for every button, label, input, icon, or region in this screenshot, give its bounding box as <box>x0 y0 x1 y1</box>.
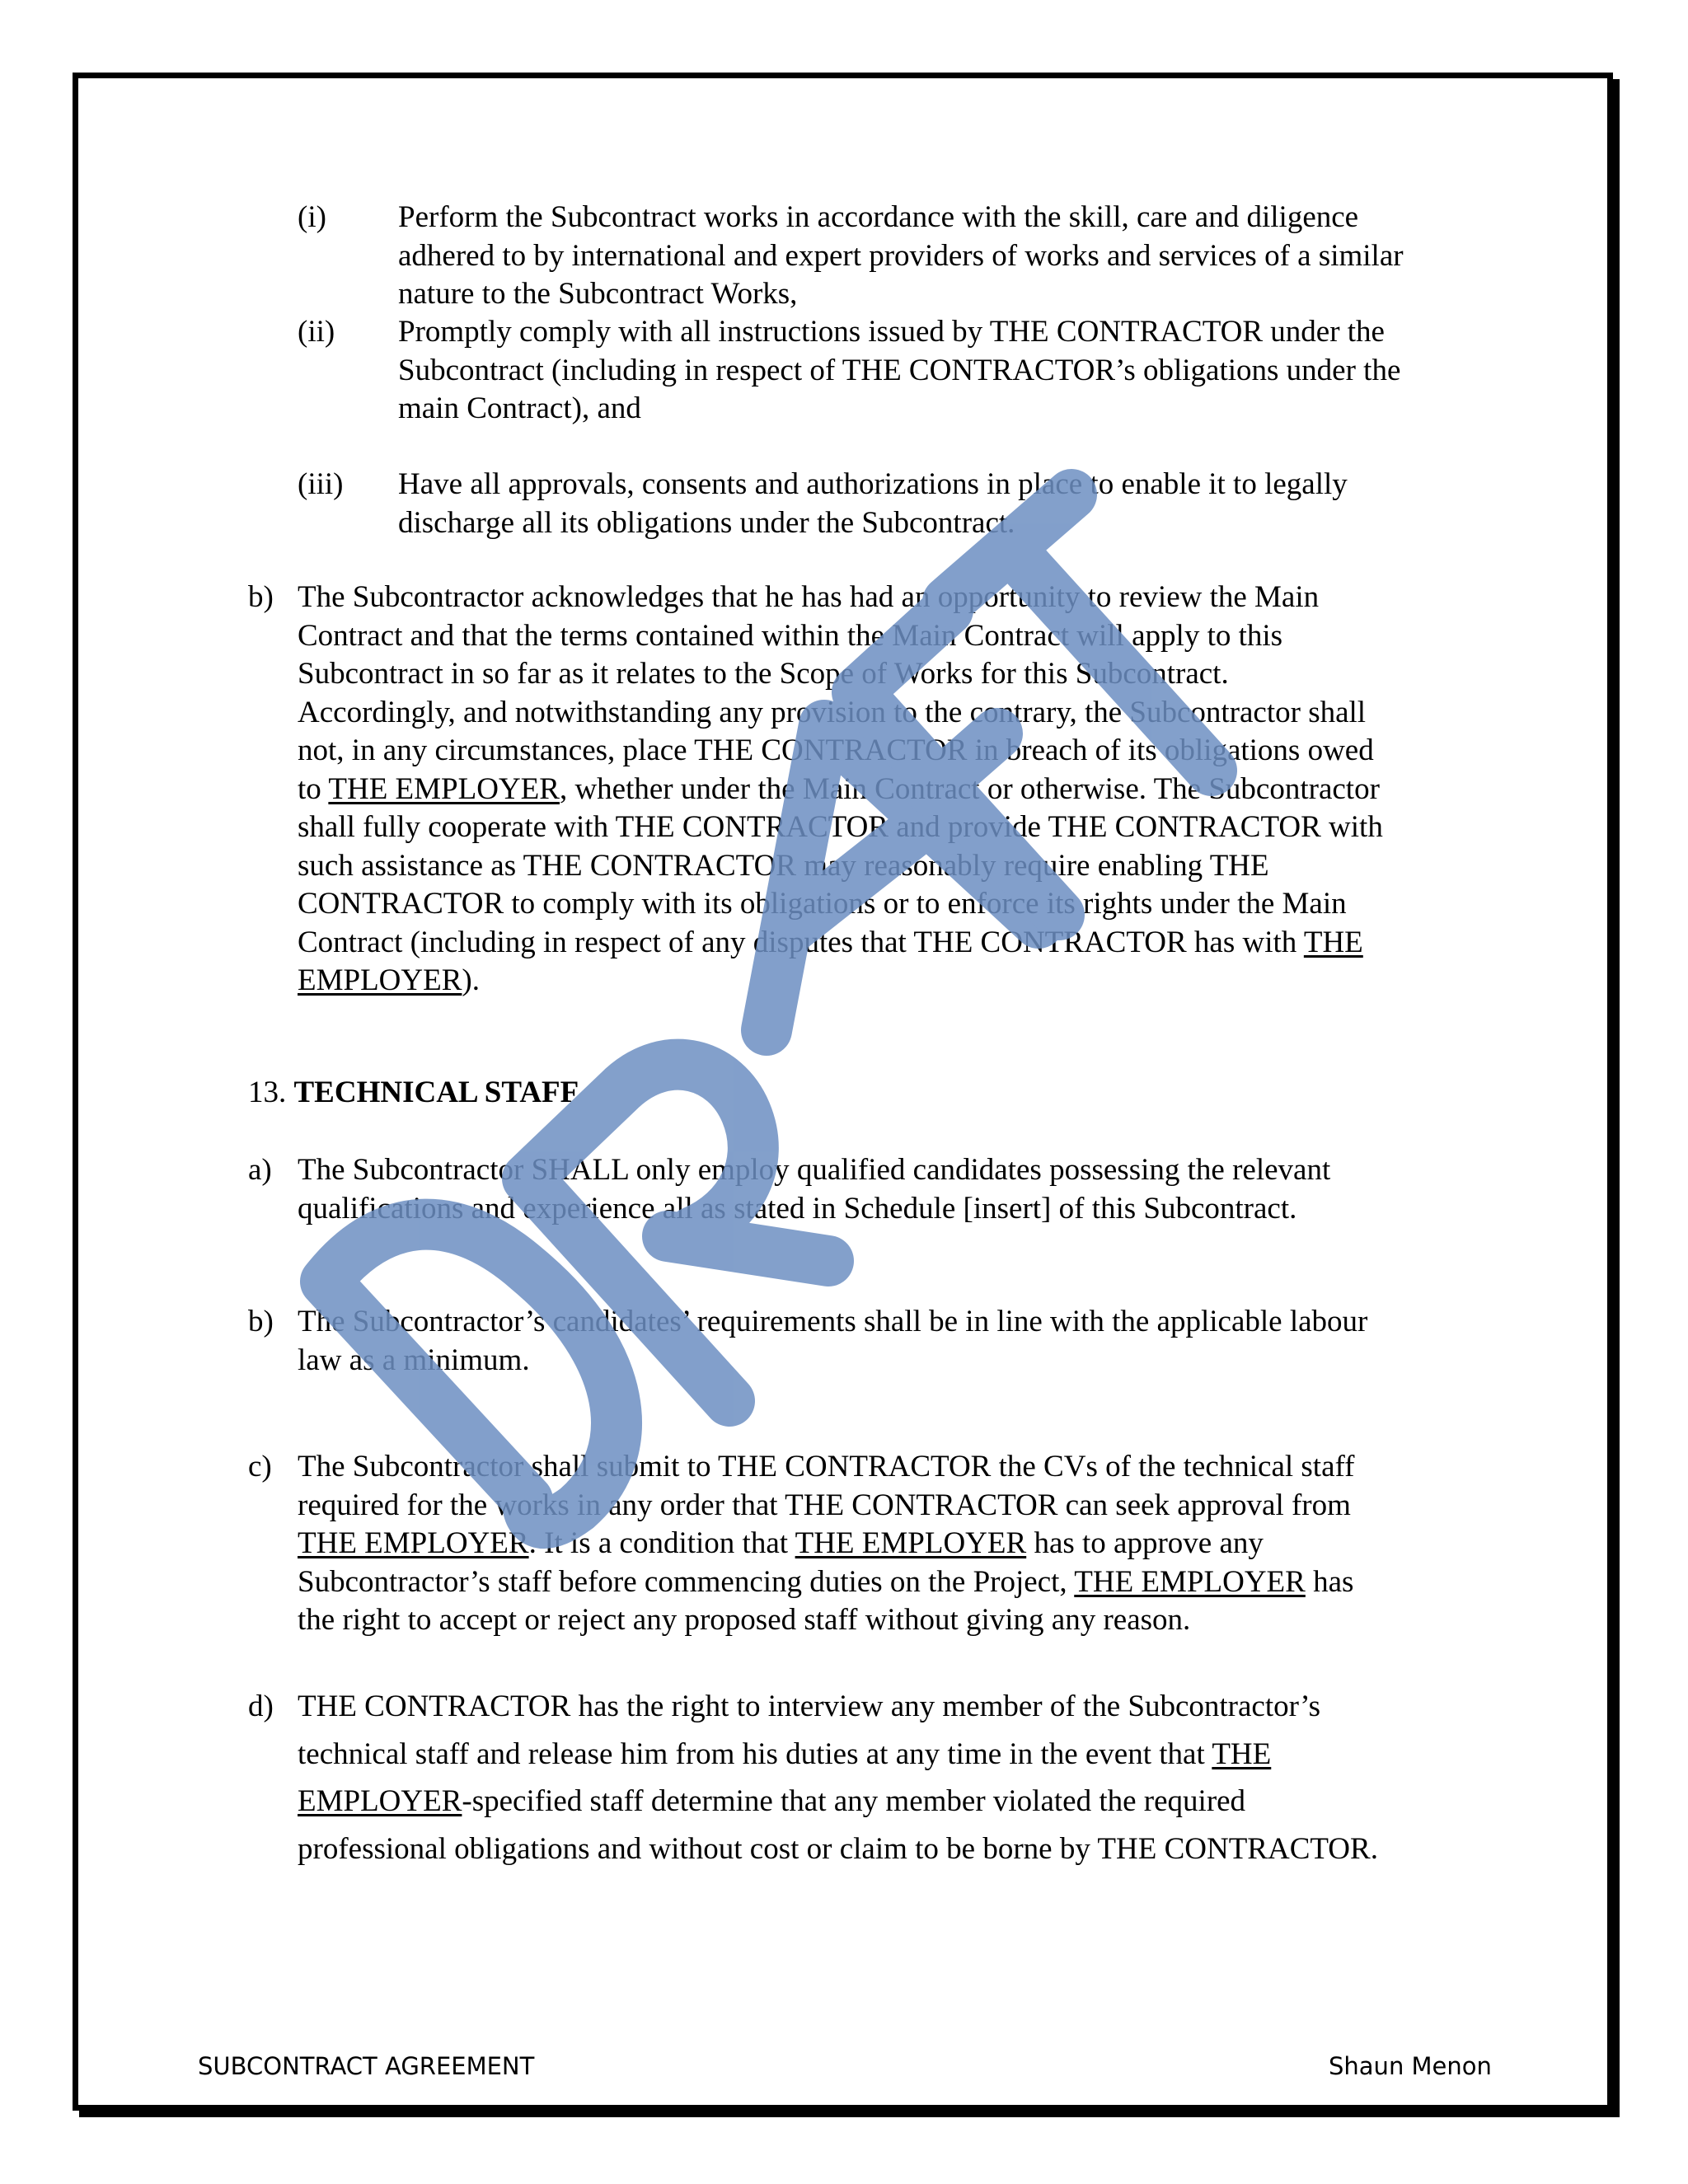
sub-item-number: (i) <box>298 200 326 234</box>
employer-reference: THE EMPLOYER <box>298 1526 529 1560</box>
footer-left: SUBCONTRACT AGREEMENT <box>198 2052 535 2080</box>
employer-reference: THE EMPLOYER <box>1074 1564 1306 1599</box>
clause-letter: b) <box>248 580 274 614</box>
text-line: CONTRACTOR to comply with its obligations or to enforce its rights under the Main <box>298 887 1347 921</box>
clause-letter: d) <box>248 1690 274 1723</box>
text-line <box>298 771 1501 809</box>
section-number: 13. <box>248 1076 287 1109</box>
text-line <box>298 962 1501 1001</box>
text-line: The Subcontractor’s candidates’ requirements shall be in line with the applicable labour <box>298 1305 1368 1338</box>
text-line: The Subcontractor SHALL only employ qualified candidates possessing the relevant <box>298 1153 1331 1187</box>
text-line: Have all approvals, consents and authorizations in place to enable it to legally <box>398 467 1348 501</box>
text-line <box>298 1525 1501 1563</box>
text-span: to <box>298 771 329 806</box>
text-line: Promptly comply with all instructions issued by THE CONTRACTOR under the <box>398 315 1385 349</box>
sub-item-number: (iii) <box>298 467 344 501</box>
text-span: , whether under the Main Contract or otherwise. The Subcontractor <box>559 771 1380 806</box>
text-line: Subcontract (including in respect of THE CONTRACTOR’s obligations under the <box>398 353 1401 387</box>
employer-reference: EMPLOYER <box>298 963 462 997</box>
text-line: such assistance as THE CONTRACTOR may reasonably require enabling THE <box>298 848 1269 883</box>
text-line: law as a minimum. <box>298 1343 530 1377</box>
text-line: Accordingly, and notwithstanding any provision to the contrary, the Subcontractor shall <box>298 695 1367 729</box>
text-line: Perform the Subcontract works in accordance with the skill, care and diligence <box>398 200 1359 234</box>
employer-reference: EMPLOYER <box>298 1784 462 1818</box>
text-span: ). <box>462 963 480 997</box>
text-span: has to approve any <box>1026 1526 1264 1560</box>
text-line: discharge all its obligations under the Subcontract. <box>398 505 1015 540</box>
employer-reference: THE EMPLOYER <box>328 771 560 806</box>
text-line <box>298 1731 1501 1779</box>
text-line: required for the works in any order that THE CONTRACTOR can seek approval from <box>298 1488 1351 1522</box>
text-line: qualifications and experience all as stated in Schedule [insert] of this Subcontract. <box>298 1191 1297 1226</box>
text-span: Contract (including in respect of any disputes that THE CONTRACTOR has with <box>298 925 1304 959</box>
text-line: The Subcontractor acknowledges that he has had an opportunity to review the Main <box>298 580 1320 614</box>
text-span: technical staff and release him from his duties at any time in the event that <box>298 1736 1212 1771</box>
text-line: The Subcontractor shall submit to THE CONTRACTOR the CVs of the technical staff <box>298 1450 1355 1483</box>
sub-item-number: (ii) <box>298 315 335 349</box>
text-span: . It is a condition that <box>528 1526 795 1560</box>
text-line: Subcontract in so far as it relates to the Scope of Works for this Subcontract. <box>298 657 1229 691</box>
section-heading <box>248 1074 579 1113</box>
text-line: the right to accept or reject any proposed staff without giving any reason. <box>298 1603 1191 1637</box>
text-line <box>298 1563 1501 1602</box>
footer-right: Shaun Menon <box>1329 2052 1492 2080</box>
text-line: nature to the Subcontract Works, <box>398 277 798 311</box>
text-line <box>298 1778 1501 1825</box>
employer-reference: THE <box>1212 1736 1272 1771</box>
employer-reference: THE <box>1303 925 1363 959</box>
text-line: shall fully cooperate with THE CONTRACTOR and provide THE CONTRACTOR with <box>298 810 1383 844</box>
text-line: main Contract), and <box>398 391 641 425</box>
text-line: professional obligations and without cost or claim to be borne by THE CONTRACTOR. <box>298 1831 1378 1866</box>
text-span: has <box>1305 1564 1354 1599</box>
clause-letter: a) <box>248 1153 272 1187</box>
text-span: Subcontractor’s staff before commencing duties on the Project, <box>298 1564 1075 1599</box>
section-title: TECHNICAL STAFF <box>293 1076 579 1109</box>
text-line: adhered to by international and expert providers of works and services of a similar <box>398 238 1404 273</box>
text-line: Contract and that the terms contained within the Main Contract will apply to this <box>298 618 1283 653</box>
clause-letter: b) <box>248 1305 274 1338</box>
text-line <box>298 924 1501 963</box>
text-span: -specified staff determine that any member violated the required <box>462 1784 1246 1818</box>
employer-reference: THE EMPLOYER <box>795 1526 1027 1560</box>
text-line: not, in any circumstances, place THE CONTRACTOR in breach of its obligations owed <box>298 733 1374 767</box>
text-line: THE CONTRACTOR has the right to interview any member of the Subcontractor’s <box>298 1690 1320 1723</box>
clause-letter: c) <box>248 1450 272 1483</box>
